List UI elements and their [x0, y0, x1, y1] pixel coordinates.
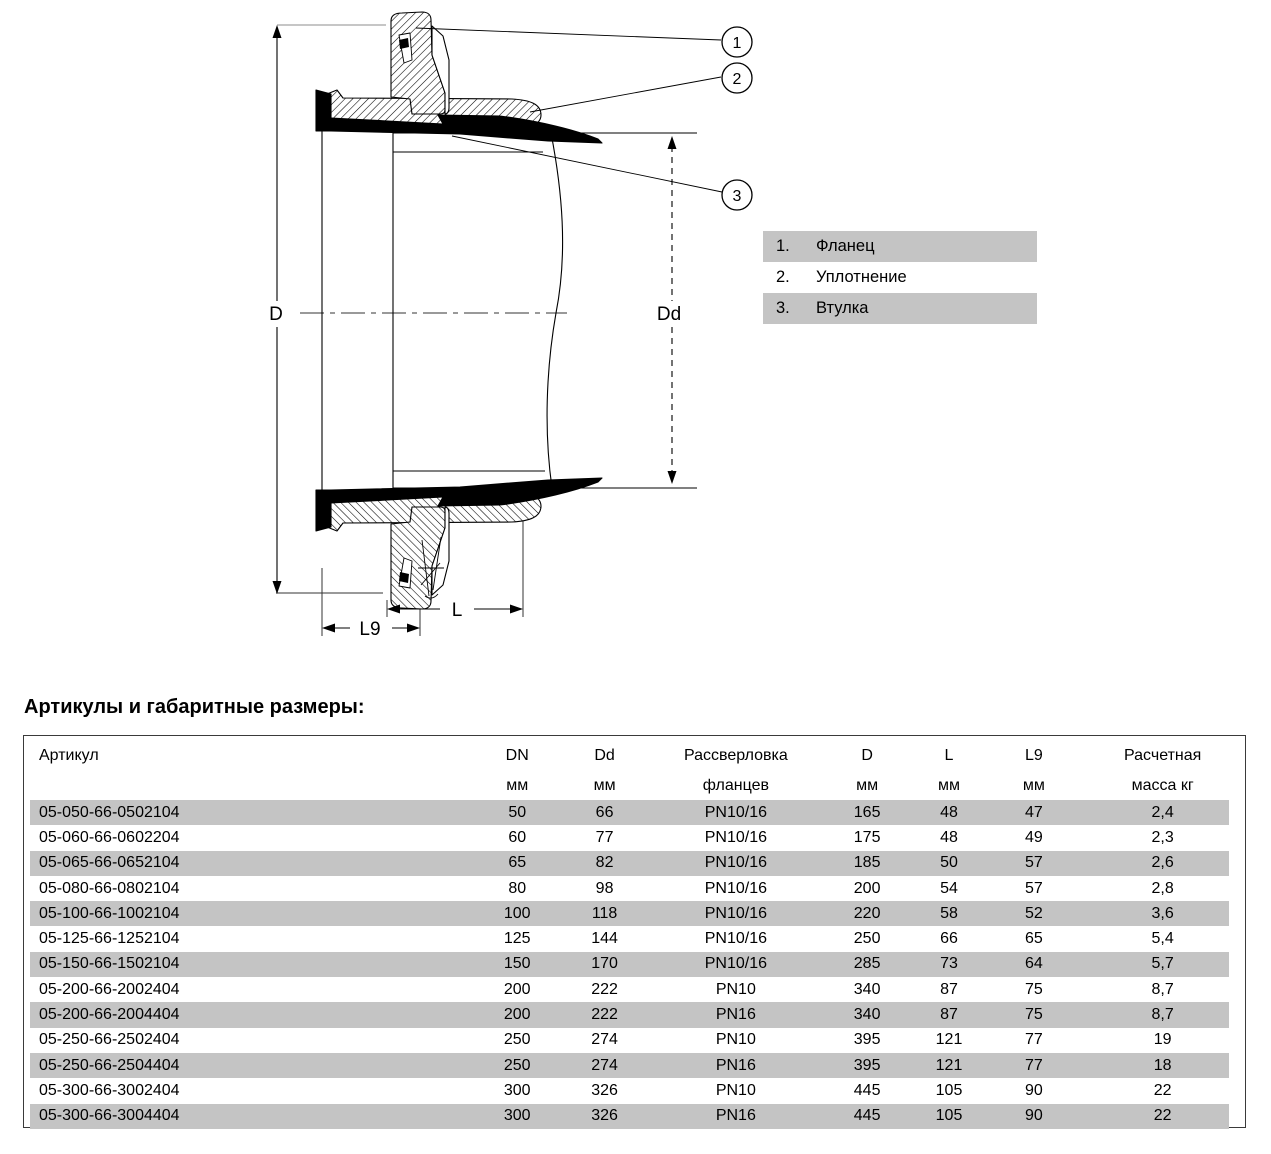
cell-l9: 77 — [1024, 1056, 1043, 1074]
cell-article: 05-300-66-3002404 — [39, 1081, 180, 1099]
pipe-break-line — [547, 133, 563, 488]
cell-dn: 65 — [508, 854, 527, 872]
cell-dn: 200 — [503, 980, 531, 998]
dimension-d-label: D — [269, 304, 283, 325]
header-line1: Артикул — [39, 747, 99, 764]
cell-dd: 170 — [591, 955, 618, 973]
cell-article: 05-050-66-0502104 — [39, 803, 180, 821]
cell-dd: 82 — [595, 854, 614, 872]
cell-dd: 326 — [591, 1107, 618, 1125]
cell-d: 340 — [853, 980, 881, 998]
cell-article: 05-250-66-2504404 — [39, 1056, 180, 1074]
cell-dd: 274 — [591, 1031, 618, 1049]
table-row — [24, 1078, 1245, 1103]
header-line2: масса кг — [1131, 777, 1194, 794]
legend-item-number: 1. — [776, 237, 790, 255]
cell-dd: 66 — [595, 803, 614, 821]
callout-3-number: 3 — [732, 188, 742, 205]
cell-d: 200 — [853, 879, 881, 897]
pipe-outline — [322, 131, 697, 490]
cell-d: 445 — [853, 1081, 881, 1099]
cell-l: 87 — [940, 1006, 958, 1024]
cell-mass: 2,6 — [1151, 854, 1174, 872]
table-row — [24, 825, 1245, 850]
cell-article: 05-060-66-0602204 — [39, 828, 180, 846]
cell-l9: 75 — [1024, 980, 1043, 998]
cell-l9: 90 — [1024, 1081, 1043, 1099]
cell-d: 220 — [853, 904, 881, 922]
cell-mass: 19 — [1153, 1031, 1172, 1049]
cell-d: 340 — [853, 1006, 881, 1024]
legend-item — [763, 293, 1037, 324]
cell-l: 48 — [940, 828, 958, 846]
cell-d: 165 — [853, 803, 881, 821]
cell-l9: 75 — [1024, 1006, 1043, 1024]
header-line2: мм — [1022, 777, 1045, 794]
cell-dn: 250 — [503, 1056, 531, 1074]
cell-flange-drilling: PN10/16 — [704, 955, 767, 973]
callout-circles — [722, 27, 752, 210]
cell-dd: 77 — [595, 828, 614, 846]
cell-dd: 326 — [591, 1081, 618, 1099]
cell-l: 121 — [935, 1056, 963, 1074]
header-line2: мм — [593, 777, 616, 794]
cell-dn: 80 — [508, 879, 527, 897]
cell-dn: 300 — [503, 1107, 531, 1125]
cell-mass: 18 — [1153, 1056, 1172, 1074]
header-line1: DN — [505, 747, 529, 764]
table-row — [24, 1002, 1245, 1027]
cell-flange-drilling: PN10 — [715, 1031, 756, 1049]
table-row — [24, 952, 1245, 977]
table-body — [24, 800, 1245, 1129]
cell-l9: 64 — [1024, 955, 1043, 973]
dimension-dd-label: Dd — [656, 304, 682, 325]
cell-mass: 22 — [1153, 1081, 1172, 1099]
cell-flange-drilling: PN10/16 — [704, 803, 767, 821]
header-line1: Расчетная — [1124, 747, 1202, 764]
technical-drawing — [0, 0, 800, 680]
cell-flange-drilling: PN16 — [715, 1006, 756, 1024]
cell-flange-drilling: PN10/16 — [704, 930, 767, 948]
cell-flange-drilling: PN10 — [715, 1081, 756, 1099]
cell-l9: 77 — [1024, 1031, 1043, 1049]
cell-l: 48 — [940, 803, 958, 821]
table-row — [24, 1028, 1245, 1053]
header-cell — [24, 736, 473, 800]
table-row — [24, 800, 1245, 825]
cell-l: 105 — [935, 1081, 963, 1099]
cell-dd: 144 — [591, 930, 618, 948]
header-cell — [473, 736, 561, 800]
cell-mass: 5,7 — [1151, 955, 1174, 973]
table-header — [24, 736, 1245, 800]
header-line2: мм — [856, 777, 879, 794]
cell-l: 105 — [935, 1107, 963, 1125]
cell-l9: 57 — [1024, 854, 1043, 872]
cell-mass: 2,3 — [1151, 828, 1174, 846]
table-row — [24, 977, 1245, 1002]
cell-l9: 52 — [1024, 904, 1043, 922]
cell-flange-drilling: PN16 — [715, 1107, 756, 1125]
cell-mass: 22 — [1153, 1107, 1172, 1125]
header-line1: Рассверловка — [683, 747, 788, 764]
cell-dd: 98 — [595, 879, 614, 897]
dimension-l9-label: L9 — [359, 619, 381, 640]
legend — [763, 231, 1037, 324]
cell-d: 285 — [853, 955, 881, 973]
cell-dn: 100 — [503, 904, 531, 922]
cell-mass: 2,8 — [1151, 879, 1174, 897]
cell-flange-drilling: PN10/16 — [704, 904, 767, 922]
legend-item-number: 2. — [776, 268, 790, 286]
cell-article: 05-080-66-0802104 — [39, 879, 180, 897]
cell-article: 05-200-66-2004404 — [39, 1006, 180, 1024]
cell-dd: 222 — [591, 980, 618, 998]
cell-flange-drilling: PN10/16 — [704, 828, 767, 846]
cell-l: 87 — [940, 980, 958, 998]
table-row — [24, 1104, 1245, 1129]
cell-l9: 65 — [1024, 930, 1043, 948]
cell-article: 05-150-66-1502104 — [39, 955, 180, 973]
section-title: Артикулы и габаритные размеры: — [24, 696, 365, 718]
legend-item-number: 3. — [776, 299, 790, 317]
legend-item — [763, 262, 1037, 293]
parts-table — [23, 735, 1246, 1128]
cell-flange-drilling: PN10/16 — [704, 854, 767, 872]
callout-1-number: 1 — [732, 35, 742, 52]
cell-dn: 60 — [508, 828, 527, 846]
flange-cross-section — [316, 12, 602, 143]
cell-l: 121 — [935, 1031, 963, 1049]
flange-cross-section-bottom — [316, 478, 602, 609]
table-row — [24, 1053, 1245, 1078]
table-row — [24, 876, 1245, 901]
cell-l: 66 — [940, 930, 958, 948]
cell-d: 445 — [853, 1107, 881, 1125]
cell-flange-drilling: PN10/16 — [704, 879, 767, 897]
cell-dn: 200 — [503, 1006, 531, 1024]
cell-article: 05-125-66-1252104 — [39, 930, 180, 948]
table-row — [24, 926, 1245, 951]
legend-item-label: Фланец — [816, 237, 875, 255]
cell-l9: 47 — [1024, 803, 1043, 821]
cell-d: 395 — [853, 1031, 881, 1049]
cell-flange-drilling: PN10 — [715, 980, 756, 998]
cell-article: 05-100-66-1002104 — [39, 904, 180, 922]
cell-l: 58 — [940, 904, 958, 922]
legend-item-label: Втулка — [816, 299, 869, 317]
table-row — [24, 851, 1245, 876]
cell-d: 185 — [853, 854, 881, 872]
header-line2: мм — [938, 777, 960, 794]
dimension-l-label: L — [451, 600, 463, 621]
cell-article: 05-065-66-0652104 — [39, 854, 180, 872]
legend-item — [763, 231, 1037, 262]
header-line1: L — [944, 747, 954, 764]
cell-dn: 150 — [503, 955, 531, 973]
cell-dd: 118 — [591, 904, 618, 922]
cell-dn: 250 — [503, 1031, 531, 1049]
cell-l9: 57 — [1024, 879, 1043, 897]
header-line2: мм — [506, 777, 529, 794]
cell-l: 50 — [940, 854, 958, 872]
cell-dd: 222 — [591, 1006, 618, 1024]
header-line1: D — [861, 747, 873, 764]
cell-d: 175 — [853, 828, 881, 846]
cell-flange-drilling: PN16 — [715, 1056, 756, 1074]
cell-mass: 3,6 — [1151, 904, 1174, 922]
header-line1: Dd — [594, 747, 615, 764]
cell-dd: 274 — [591, 1056, 618, 1074]
cell-dn: 125 — [503, 930, 531, 948]
callout-2-number: 2 — [732, 71, 742, 88]
header-cell — [561, 736, 648, 800]
cell-dn: 300 — [503, 1081, 531, 1099]
header-cell — [1080, 736, 1245, 800]
legend-item-label: Уплотнение — [816, 268, 907, 286]
cell-l9: 49 — [1024, 828, 1043, 846]
cell-l9: 90 — [1024, 1107, 1043, 1125]
cell-mass: 2,4 — [1151, 803, 1174, 821]
cell-d: 395 — [853, 1056, 881, 1074]
header-cell — [824, 736, 911, 800]
table-row — [24, 901, 1245, 926]
cell-article: 05-250-66-2502404 — [39, 1031, 180, 1049]
header-cell — [648, 736, 824, 800]
cell-article: 05-200-66-2002404 — [39, 980, 180, 998]
cell-article: 05-300-66-3004404 — [39, 1107, 180, 1125]
cell-l: 54 — [940, 879, 958, 897]
cell-mass: 8,7 — [1151, 1006, 1174, 1024]
header-line1: L9 — [1024, 747, 1043, 764]
cell-dn: 50 — [508, 803, 527, 821]
header-line2: фланцев — [702, 777, 769, 794]
cell-mass: 5,4 — [1151, 930, 1174, 948]
cell-l: 73 — [940, 955, 958, 973]
header-cell — [911, 736, 988, 800]
header-cell — [987, 736, 1080, 800]
cell-mass: 8,7 — [1151, 980, 1174, 998]
cell-d: 250 — [853, 930, 881, 948]
